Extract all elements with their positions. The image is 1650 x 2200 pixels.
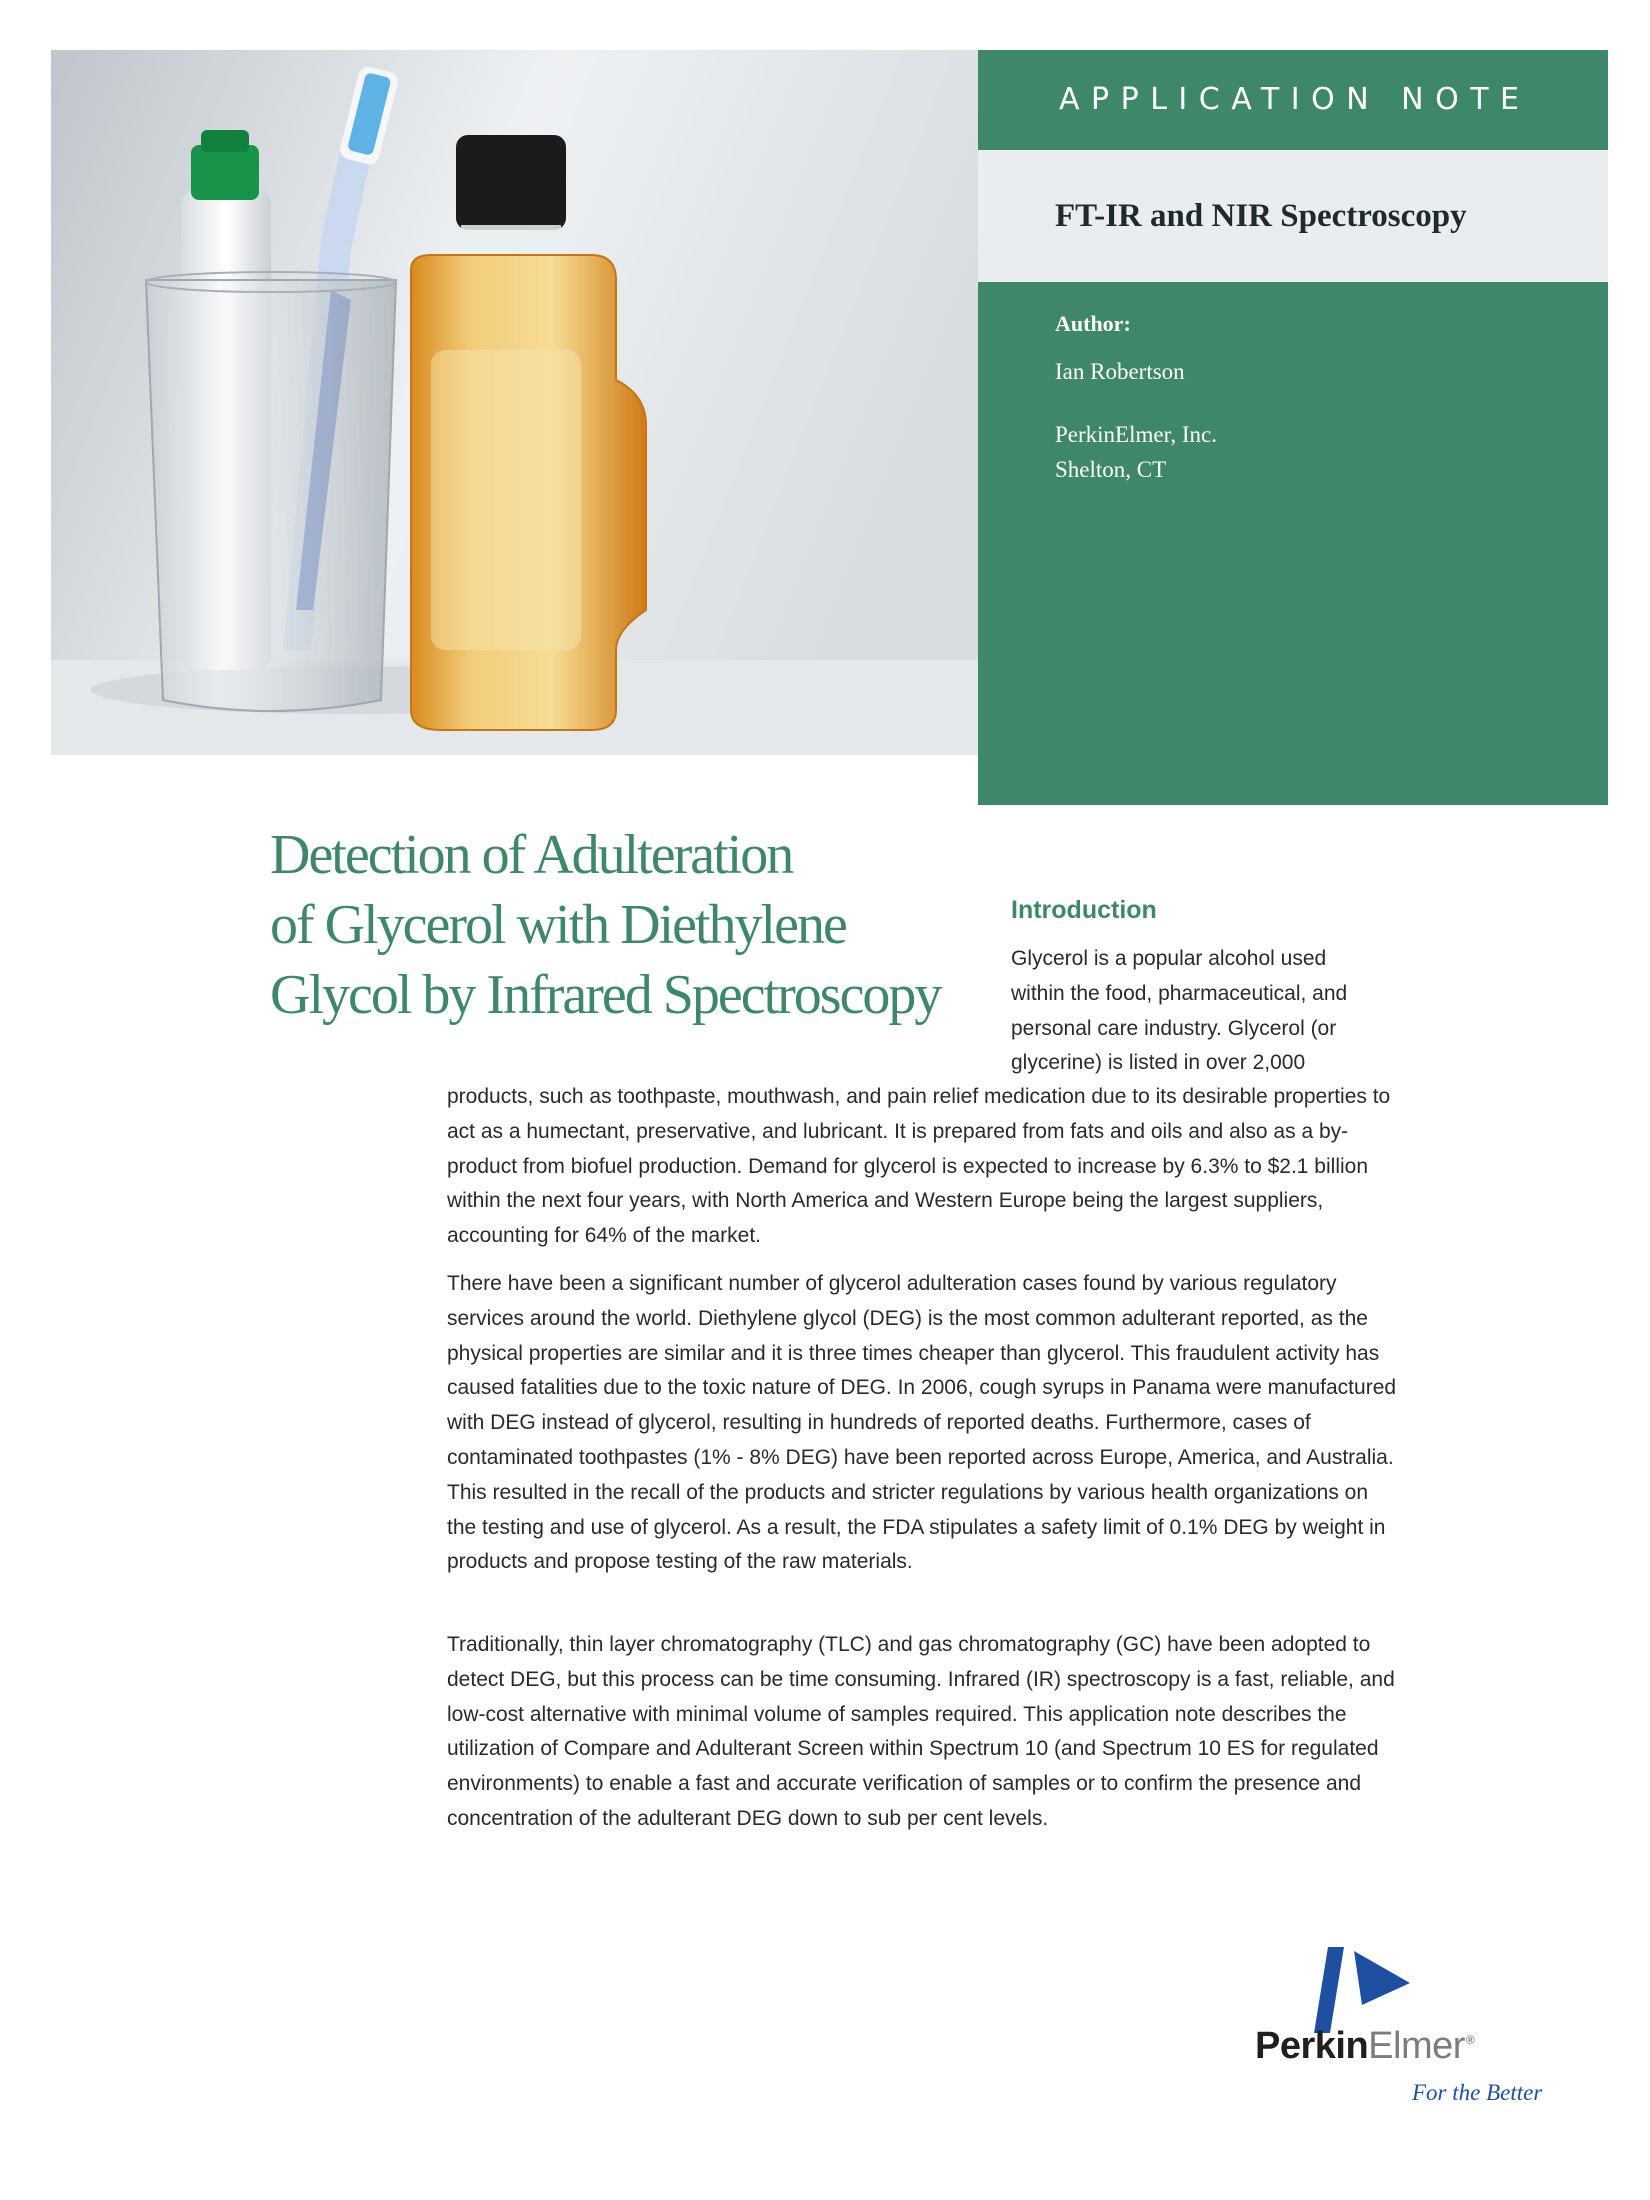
registered-mark: ® <box>1465 2033 1475 2048</box>
subtitle-band <box>978 150 1608 282</box>
wordmark-part-1: Perkin <box>1255 2025 1369 2067</box>
wordmark-part-2: Elmer <box>1368 2025 1465 2067</box>
section-label: APPLICATION NOTE <box>1059 82 1531 117</box>
author-name: Ian Robertson <box>1055 359 1185 384</box>
document-subtitle: FT-IR and NIR Spectroscopy <box>1055 198 1467 234</box>
perkinelmer-wordmark <box>1255 2025 1474 2068</box>
paragraph-3: Traditionally, thin layer chromatography (TLC) and gas chromatography (GC) have been adopted to detect DEG, but this process can be time consuming. Infrared (IR) spectroscopy is a fast, reliable, and low-cost alternative with minimal volume of samples required. This application note describes the utilization of Compare and Adulterant Screen within Spectrum 10 (and Spectrum 10 ES for regulated environments) to enable a fast and accurate verification of samples or to confirm the presence and concentration of the adulterant DEG down to sub per cent levels. <box>447 1633 1395 1830</box>
title-line: of Glycerol with Diethylene <box>270 894 846 956</box>
introduction-column <box>1011 942 1411 1081</box>
intro-line: Glycerol is a popular alcohol used <box>1011 947 1327 970</box>
application-note-band <box>978 50 1608 150</box>
logo-tagline: For the Better <box>1412 2080 1543 2105</box>
drinking-glass <box>146 280 396 711</box>
author-panel <box>978 282 1608 805</box>
title-line: Detection of Adulteration <box>270 824 793 886</box>
introduction-heading: Introduction <box>1011 896 1157 924</box>
paragraph-2: There have been a significant number of glycerol adulteration cases found by various regulatory services around the world. Diethylene glycol (DEG) is the most common adulterant reported, as the physical properties are similar and it is three times cheaper than glycerol. This fraudulent activity has caused fatalities due to the toxic nature of DEG. In 2006, cough syrups in Panama were manufactured with DEG instead of glycerol, resulting in hundreds of reported deaths. Furthermore, cases of contaminated toothpastes (1% - 8% DEG) have been reported across Europe, America, and Australia. This resulted in the recall of the products and stricter regulations by various health organizations on the testing and use of glycerol. As a result, the FDA stipulates a safety limit of 0.1% DEG by weight in products and propose testing of the raw materials. <box>447 1272 1397 1574</box>
intro-line: glycerine) is listed in over 2,000 <box>1011 1051 1306 1075</box>
author-organization: PerkinElmer, Inc. <box>1055 422 1217 447</box>
author-location: Shelton, CT <box>1055 457 1167 482</box>
paragraph-1: products, such as toothpaste, mouthwash, and pain relief medication due to its desirable properties to act as a humectant, preservative, and lubricant. It is prepared from fats and oils and also as a by-product from biofuel production. Demand for glycerol is expected to increase by 6.3% to $2.1 billion within the next four years, with North America and Western Europe being the largest suppliers, accounting for 64% of the market. <box>447 1085 1391 1248</box>
intro-line: within the food, pharmaceutical, and <box>1011 981 1348 1005</box>
title-line: Glycol by Infrared Spectroscopy <box>270 964 941 1026</box>
intro-line: personal care industry. Glycerol (or <box>1011 1016 1337 1040</box>
author-label: Author: <box>1055 311 1131 336</box>
hero-photo <box>51 50 981 755</box>
page-title <box>270 820 970 1030</box>
